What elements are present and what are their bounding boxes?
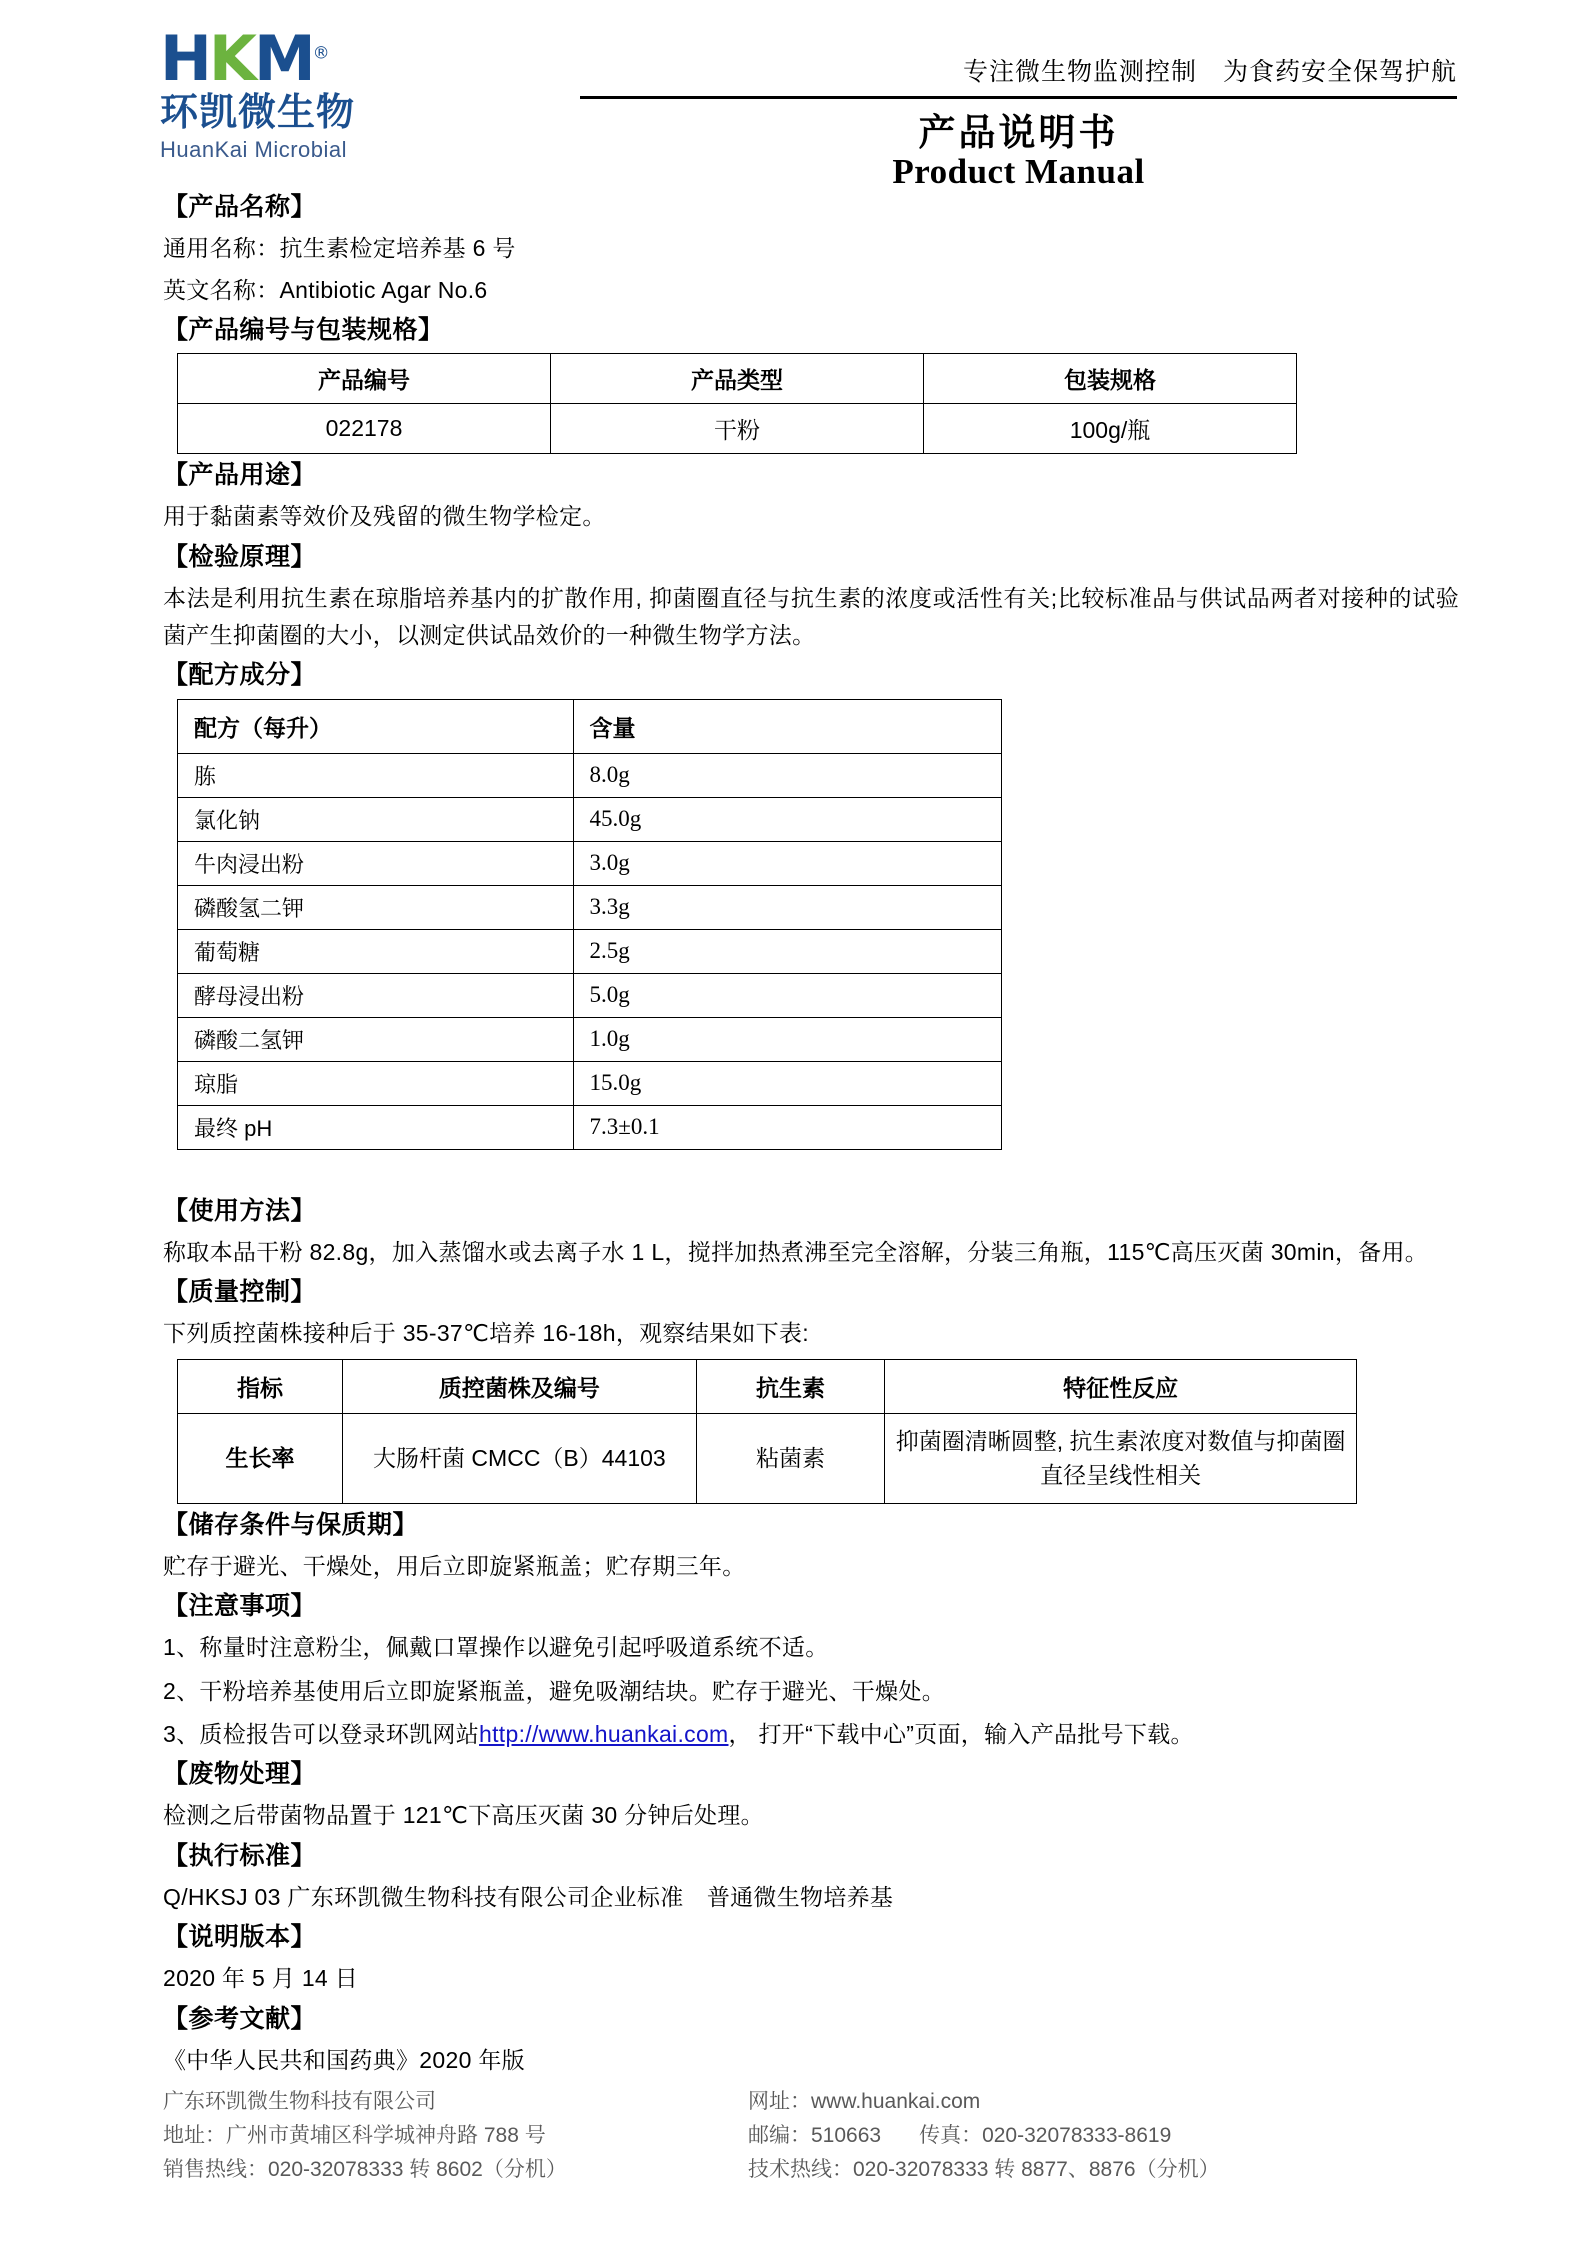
table-header-row [178,1359,1357,1413]
column-header-indicator: 指标 [178,1359,343,1413]
table-header-row [178,699,1002,753]
standard-text: Q/HKSJ 03 广东环凯微生物科技有限公司企业标准 普通微生物培养基 [163,1883,894,1910]
precaution-3-prefix: 3、质检报告可以登录环凯网站 [163,1720,479,1747]
version-text: 2020 年 5 月 14 日 [163,1965,358,1992]
reference-text: 《中华人民共和国药典》2020 年版 [163,2046,525,2073]
table-row [178,1105,1002,1149]
cell-package-spec: 100g/瓶 [924,404,1297,454]
column-header-strain: 质控菌株及编号 [343,1359,697,1413]
section-heading-product-code: 【产品编号与包装规格】 [163,315,444,344]
storage-text: 贮存于避光、干燥处，用后立即旋紧瓶盖；贮存期三年。 [163,1552,746,1579]
footer-company-name: 广东环凯微生物科技有限公司 [163,2089,436,2113]
cell-amount: 8.0g [573,753,1001,797]
cell-ingredient: 葡萄糖 [178,929,574,973]
column-header-reaction: 特征性反应 [885,1359,1357,1413]
footer-fax: 传真：020-32078333-8619 [919,2123,1172,2147]
table-row [178,973,1002,1017]
precaution-item-1: 1、称量时注意粉尘，佩戴口罩操作以避免引起呼吸道系统不适。 [163,1634,829,1661]
table-row [178,885,1002,929]
section-heading-precautions: 【注意事项】 [163,1592,317,1620]
table-row [178,753,1002,797]
cell-product-type: 干粉 [551,404,924,454]
section-heading-version: 【说明版本】 [163,1923,317,1951]
quality-control-intro: 下列质控菌株接种后于 35-37℃培养 16-18h，观察结果如下表: [163,1320,809,1347]
waste-text: 检测之后带菌物品置于 121℃下高压灭菌 30 分钟后处理。 [163,1802,764,1829]
document-body [0,178,1587,2079]
section-heading-reference: 【参考文献】 [163,2004,317,2033]
section-heading-standard: 【执行标准】 [163,1841,317,1870]
company-slogan [963,52,1457,88]
cell-amount: 45.0g [573,797,1001,841]
precaution-item-2: 2、干粉培养基使用后立即旋紧瓶盖，避免吸潮结块。贮存于避光、干燥处。 [163,1677,945,1704]
cell-indicator: 生长率 [178,1413,343,1503]
footer-line-3 [163,2153,1459,2187]
cell-final-ph-value: 7.3±0.1 [573,1105,1001,1149]
product-code-table [177,353,1297,454]
cell-amount: 15.0g [573,1061,1001,1105]
column-header-formula: 配方（每升） [178,699,574,753]
document-title-en: Product Manual [892,152,1145,191]
company-logo [160,22,460,163]
cell-ingredient: 酵母浸出粉 [178,973,574,1017]
section-heading-method: 【使用方法】 [163,1196,317,1225]
table-header-row [178,354,1297,404]
cell-strain: 大肠杆菌 CMCC（B）44103 [343,1413,697,1503]
logo-letter-h: H [160,22,209,95]
table-row [178,1017,1002,1061]
cell-ingredient: 磷酸氢二钾 [178,885,574,929]
column-header-package-spec: 包装规格 [924,354,1297,404]
method-text: 称取本品干粉 82.8g，加入蒸馏水或去离子水 1 L，搅拌加热煮沸至完全溶解，分装三角瓶，115℃高压灭菌 30min，备用。 [163,1238,1429,1265]
cell-product-code: 022178 [178,404,551,454]
logo-letter-m: M [253,22,313,95]
purpose-text: 用于黏菌素等效价及残留的微生物学检定。 [163,503,606,530]
table-row [178,929,1002,973]
document-title-cn: 产品说明书 [918,112,1119,153]
precaution-3-suffix: ， 打开“下载中心”页面，输入产品批号下载。 [728,1720,1194,1747]
table-row [178,841,1002,885]
cell-ingredient: 琼脂 [178,1061,574,1105]
page-footer [163,2085,1459,2187]
header-divider [580,96,1457,99]
footer-address: 地址：广州市黄埔区科学城神舟路 788 号 [163,2123,546,2147]
cell-ingredient: 磷酸二氢钾 [178,1017,574,1061]
footer-postcode: 邮编：510663 [748,2123,882,2147]
footer-line-1 [163,2085,1459,2119]
slogan-part-1: 专注微生物监测控制 [962,58,1197,86]
cell-ingredient: 牛肉浸出粉 [178,841,574,885]
section-heading-product-name: 【产品名称】 [163,193,317,221]
logo-wordmark [160,22,330,95]
footer-tech-hotline: 技术热线：020-32078333 转 8877、8876（分机） [748,2157,1220,2181]
section-heading-quality-control: 【质量控制】 [163,1278,317,1306]
column-header-amount: 含量 [573,699,1001,753]
quality-control-table [177,1359,1357,1504]
footer-sales-hotline: 销售热线：020-32078333 转 8602（分机） [163,2157,567,2181]
section-heading-formula: 【配方成分】 [163,661,317,690]
cell-amount: 2.5g [573,929,1001,973]
slogan-part-2: 为食药安全保驾护航 [1222,58,1457,86]
huankai-website-link[interactable]: http://www.huankai.com [479,1720,729,1747]
product-english-name: 英文名称：Antibiotic Agar No.6 [163,276,488,303]
cell-amount: 1.0g [573,1017,1001,1061]
table-row [178,797,1002,841]
precaution-item-3 [163,1716,1459,1753]
cell-amount: 3.0g [573,841,1001,885]
cell-antibiotic: 粘菌素 [696,1413,885,1503]
section-heading-principle: 【检验原理】 [163,542,317,571]
product-generic-name: 通用名称：抗生素检定培养基 6 号 [163,235,516,262]
principle-text: 本法是利用抗生素在琼脂培养基内的扩散作用, 抑菌圈直径与抗生素的浓度或活性有关;比较标准品与供试品两者对接种的试验菌产生抑菌圈的大小，以测定供试品效价的一种微生物学方法。 [163,584,1459,648]
logo-name-en: HuanKai Microbial [160,136,348,162]
table-row [178,1413,1357,1503]
section-heading-purpose: 【产品用途】 [163,461,317,489]
logo-letter-k: K [208,22,254,95]
layout-spacer [163,1156,1459,1190]
formula-table [177,699,1002,1150]
column-header-antibiotic: 抗生素 [696,1359,885,1413]
registered-trademark-icon: ® [312,43,330,64]
column-header-product-type: 产品类型 [551,354,924,404]
page-header [0,0,1587,191]
column-header-product-code: 产品编号 [178,354,551,404]
section-heading-storage: 【储存条件与保质期】 [163,1510,419,1539]
section-heading-waste: 【废物处理】 [163,1760,317,1788]
cell-ingredient: 胨 [178,753,574,797]
cell-amount: 5.0g [573,973,1001,1017]
cell-ingredient: 氯化钠 [178,797,574,841]
table-row [178,404,1297,454]
cell-final-ph-label: 最终 pH [178,1105,574,1149]
cell-amount: 3.3g [573,885,1001,929]
table-row [178,1061,1002,1105]
cell-reaction: 抑菌圈清晰圆整, 抗生素浓度对数值与抑菌圈直径呈线性相关 [885,1413,1357,1503]
logo-name-cn: 环凯微生物 [160,92,356,134]
footer-website: 网址：www.huankai.com [748,2089,981,2113]
footer-line-2 [163,2119,1459,2153]
